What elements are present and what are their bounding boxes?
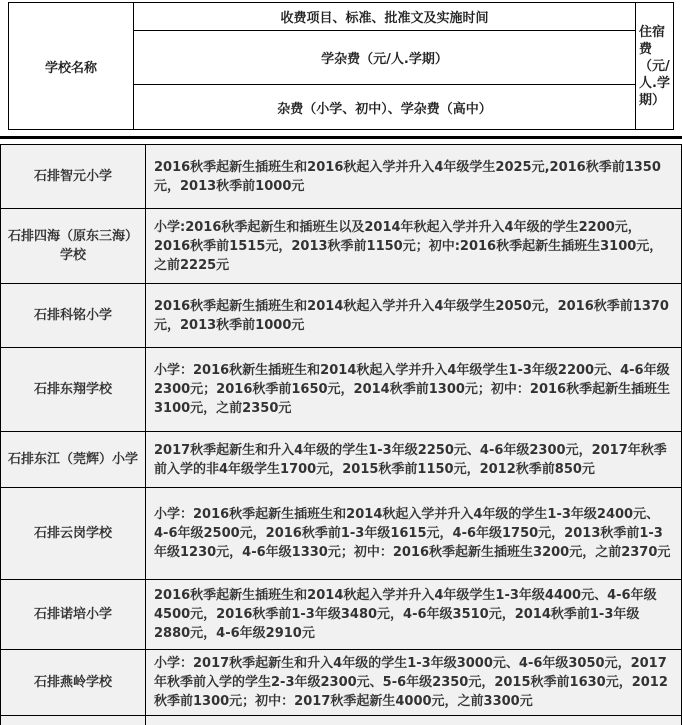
fee-description-cell (146, 580, 681, 649)
fee-table-body (0, 144, 682, 725)
fee-section-title: 收费项目、标准、批准文及实施时间 (134, 3, 635, 31)
header-body-divider (0, 136, 682, 139)
accommodation-fee-label: 住宿费（元/人.学期） (635, 3, 673, 129)
table-row (0, 348, 682, 432)
table-row (0, 432, 682, 488)
fee-description: 2017秋季起新生和升入4年级的学生1-3年级2250元、4-6年级2300元，2017年秋季前入学的非4年级学生1700元，2015秋季前1150元，2012秋季前850元 (154, 442, 667, 477)
table-row (0, 145, 682, 209)
school-name-cell: 石排科铭小学 (1, 284, 146, 347)
school-name-cell: 石排诺培小学 (1, 580, 146, 649)
table-row (0, 209, 682, 284)
school-name-cell: 石排云岗学校 (1, 488, 146, 579)
fee-description-cell (146, 145, 681, 208)
school-name-cell: 石排智元小学 (1, 145, 146, 208)
fee-description-cell (146, 488, 681, 579)
fee-description: 2016秋季起新生插班生和2016秋起入学并升入4年级学生2025元,2016秋季前1350元，2013秋季前1000元 (154, 159, 661, 194)
fee-description-cell (146, 650, 681, 715)
school-name-cell: 石排燕岭学校 (1, 650, 146, 715)
table-row (0, 580, 682, 650)
fee-description: 小学：2016秋季起新生插班生和2014秋起入学并升入4年级的学生1-3年级2400元、4-6年级2500元，2016秋季前1-3年级1615元，4-6年级1750元，2013秋季前1-3年级1230元，4-6年级1330元；初中：2016秋季起新生插班生3200元，之前2370元 (154, 507, 671, 560)
school-name-cell (1, 716, 146, 725)
fee-description-cell (146, 348, 681, 431)
fee-description: 小学：2016秋新生插班生和2014秋起入学并升入4年级学生1-3年级2200元、4-6年级2300元；2016秋季前1650元，2014秋季前1300元；初中：2016秋季起新生插班生3100元，之前2350元 (154, 363, 671, 416)
school-name-cell: 石排东翔学校 (1, 348, 146, 431)
misc-fee-label: 杂费（小学、初中）、学杂费（高中） (277, 101, 492, 117)
fee-description-cell (146, 432, 681, 487)
table-row (0, 488, 682, 580)
fee-description: 2016秋季起新生插班生和2014秋起入学并升入4年级学生2050元，2016秋季前1370元，2013秋季前1000元 (154, 298, 669, 333)
fee-description-cell (146, 716, 681, 725)
header-school-name-label: 学校名称 (9, 3, 134, 129)
table-row-partial (0, 716, 682, 725)
header-fee-columns (134, 3, 635, 129)
fee-table-header (8, 2, 674, 130)
school-name-cell: 石排四海（原东三海）学校 (1, 209, 146, 283)
fee-description: 小学：2017秋季起新生和升入4年级的学生1-3年级3000元、4-6年级3050元，2017年秋季前入学的学生2-3年级2300元、5-6年级2350元，2015秋季前1630元，2012秋季前1300元；初中：2017秋季起新生4000元，之前3300元 (154, 656, 668, 709)
school-name-cell: 石排东江（莞辉）小学 (1, 432, 146, 487)
fee-description-cell (146, 284, 681, 347)
table-row (0, 650, 682, 716)
fee-description: 2016秋季起新生插班生和2014秋起入学并升入4年级学生1-3年级4400元、4-6年级4500元，2016秋季前1-3年级3480元，4-6年级3510元，2014秋季前1-3年级2880元，4-6年级2910元 (154, 588, 657, 641)
tuition-fee-label: 学杂费（元/人.学期） (134, 31, 635, 85)
table-row (0, 284, 682, 348)
fee-description-cell (146, 209, 681, 283)
fee-description: 小学:2016秋季起新生和插班生以及2014年秋起入学并升入4年级的学生2200元，2016秋季前1515元，2013秋季前1150元；初中:2016秋季起新生插班生3100元，之前2225元 (154, 219, 663, 273)
